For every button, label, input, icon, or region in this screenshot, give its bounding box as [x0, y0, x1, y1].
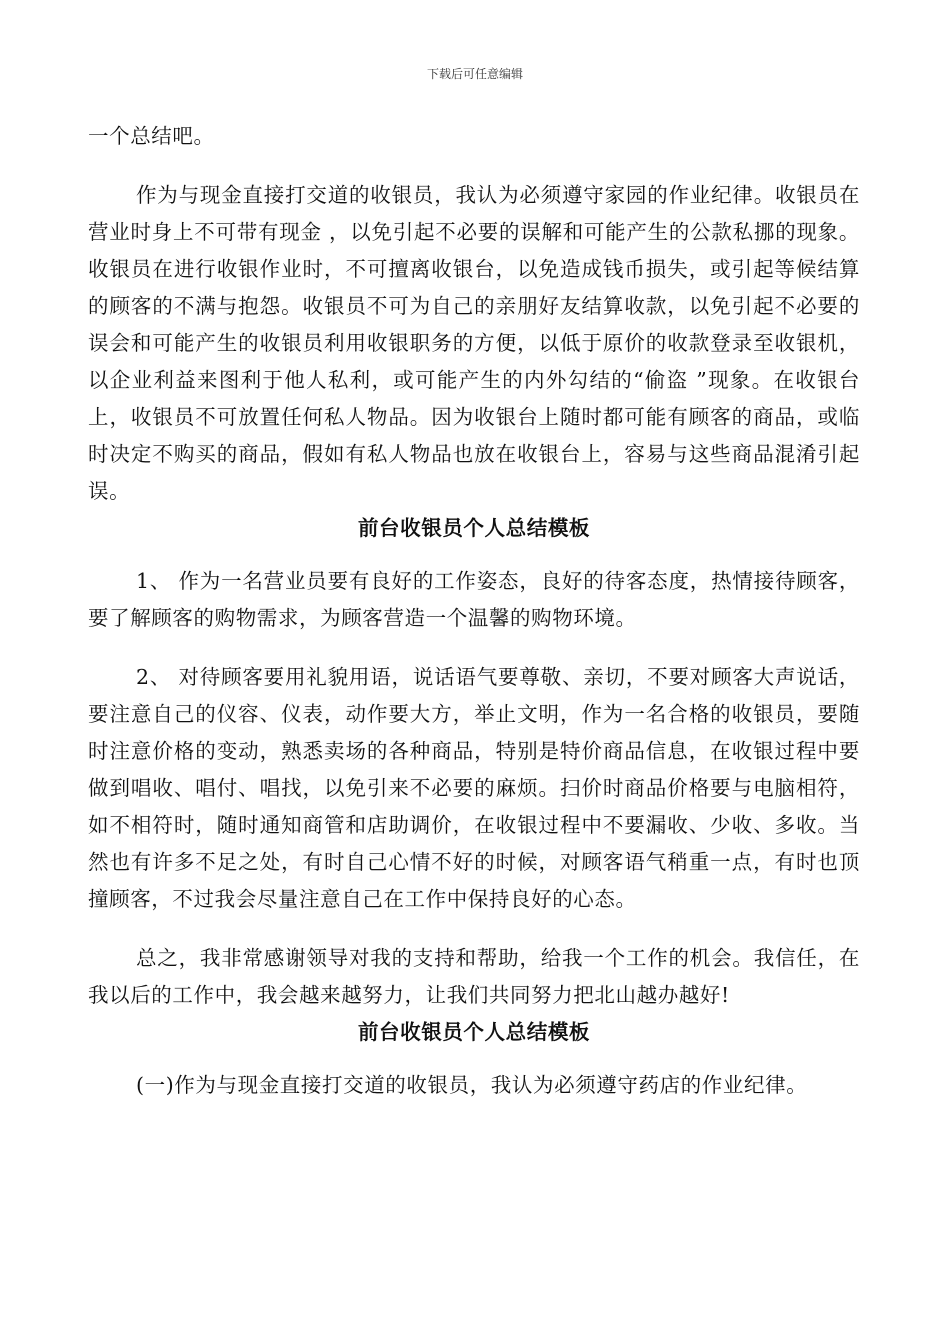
- paragraph-item-2: 2、 对待顾客要用礼貌用语，说话语气要尊敬、亲切，不要对顾客大声说话，要注意自己的仪容、仪表，动作要大方，举止文明，作为一名合格的收银员，要随时注意价格的变动，熟悉卖场的各种商品，特别是特价商品信息，在收银过程中要做到唱收、唱付、唱找，以免引来不必要的麻烦。扫价时商品价格要与电脑相符，如不相符时，随时通知商管和店助调价，在收银过程中不要漏收、少收、多收。当然也有许多不足之处，有时自己心情不好的时候，对顾客语气稍重一点，有时也顶撞顾客，不过我会尽量注意自己在工作中保持良好的心态。: [88, 665, 860, 911]
- paragraph-item-1: 1、 作为一名营业员要有良好的工作姿态，良好的待客态度，热情接待顾客，要了解顾客的购物需求，为顾客营造一个温馨的购物环境。: [88, 569, 860, 630]
- section-heading-1: 前台收银员个人总结模板: [357, 516, 591, 540]
- paragraph-cashier-discipline: 作为与现金直接打交道的收银员，我认为必须遵守家园的作业纪律。收银员在营业时身上不可带有现金 ，以免引起不必要的误解和可能产生的公款私挪的现象。收银员在进行收银作业时，不可擅离收银台，以免造成钱币损失，或引起等候结算的顾客的不满与抱怨。收银员不可为自己的亲朋好友结算收款，以免引起不必要的误会和可能产生的收银员利用收银职务的方便，以低于原价的收款登录至收银机，以企业利益来图利于他人私利，或可能产生的内外勾结的“偷盗 ”现象。在收银台上，收银员不可放置任何私人物品。因为收银台上随时都可能有顾客的商品，或临时决定不购买的商品，假如有私人物品也放在收银台上，容易与这些商品混淆引起误。: [88, 183, 860, 503]
- document-body: [88, 118, 860, 1104]
- paragraph-conclusion: 总之，我非常感谢领导对我的支持和帮助，给我一个工作的机会。我信任，在我以后的工作中，我会越来越努力，让我们共同努力把北山越办越好!: [88, 946, 860, 1007]
- section-heading-2: 前台收银员个人总结模板: [357, 1020, 591, 1044]
- paragraph-intro-end: 一个总结吧。: [88, 124, 215, 148]
- page-header-note: 下载后可任意编辑: [426, 67, 523, 81]
- paragraph-section-two: (一)作为与现金直接打交道的收银员，我认为必须遵守药店的作业纪律。: [136, 1073, 808, 1097]
